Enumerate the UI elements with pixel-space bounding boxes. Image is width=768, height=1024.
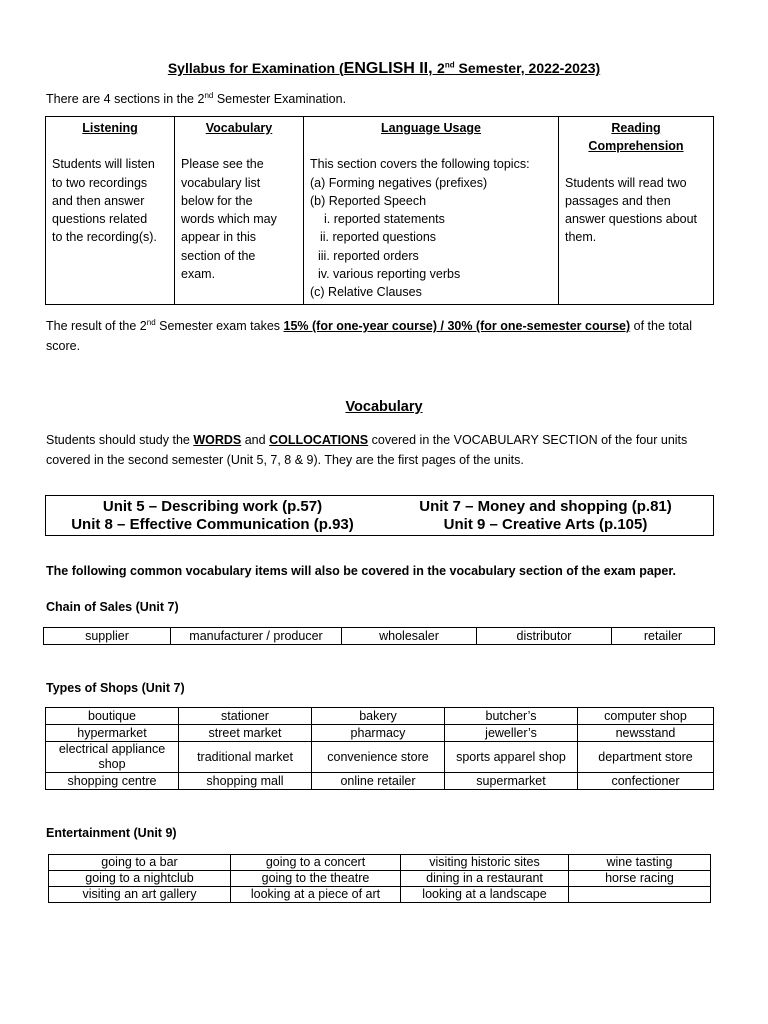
- chain-of-sales-item: distributor: [477, 628, 612, 645]
- shop-type-cell: street market: [179, 725, 312, 742]
- title-prefix: Syllabus for Examination (: [167, 60, 344, 76]
- entertainment-cell: going to a nightclub: [49, 871, 231, 887]
- sections-language-usage-line: This section covers the following topics:: [310, 157, 530, 172]
- entertainment-cell: looking at a landscape: [401, 887, 569, 903]
- sections-listening-line: and then answer: [52, 193, 145, 208]
- intro-part1: There are 4 sections in the 2: [46, 92, 205, 106]
- entertainment-row: [49, 887, 711, 903]
- shop-type-cell: jeweller’s: [445, 725, 578, 742]
- result-sup: nd: [146, 317, 156, 327]
- types-of-shops-heading: Types of Shops (Unit 7): [46, 681, 185, 695]
- sections-language-usage-line: (a) Forming negatives (prefixes): [310, 175, 488, 190]
- shop-type-cell: butcher’s: [445, 708, 578, 725]
- shop-type-cell: hypermarket: [46, 725, 179, 742]
- intro-sup: nd: [204, 90, 214, 100]
- sections-listening-line: questions related: [52, 212, 148, 227]
- language-usage-cell: [304, 117, 559, 305]
- study-part1: Students should study the: [46, 433, 194, 447]
- shop-type-cell: department store: [578, 742, 714, 773]
- title-semester-number: 2: [437, 60, 445, 76]
- shop-type-cell: convenience store: [312, 742, 445, 773]
- study-instructions: [46, 430, 726, 470]
- shop-type-row: [46, 708, 714, 725]
- unit-7: Unit 7 – Money and shopping (p.81): [419, 498, 672, 515]
- shop-type-cell: boutique: [46, 708, 179, 725]
- shop-type-cell: stationer: [179, 708, 312, 725]
- result-part2: Semester exam takes: [155, 319, 284, 333]
- listening-cell: [46, 117, 175, 305]
- sections-vocabulary-line: exam.: [181, 267, 216, 282]
- chain-of-sales-item: manufacturer / producer: [171, 628, 342, 645]
- unit-8: Unit 8 – Effective Communication (p.93): [71, 516, 354, 533]
- result-line2: score.: [46, 339, 81, 353]
- sections-language-usage-line: i. reported statements: [324, 212, 445, 227]
- study-part2: covered in the VOCABULARY SECTION of the four units: [368, 433, 688, 447]
- language-usage-heading: Language Usage: [380, 121, 482, 135]
- language-usage-text: [310, 155, 552, 301]
- reading-cell: [559, 117, 714, 305]
- entertainment-row: [49, 855, 711, 871]
- shop-type-cell: sports apparel shop: [445, 742, 578, 773]
- sections-reading-line: answer questions about: [565, 212, 698, 227]
- units-box: [45, 495, 714, 536]
- vocabulary-section-heading: Vocabulary: [345, 399, 423, 415]
- sections-language-usage-line: (c) Relative Clauses: [310, 285, 422, 300]
- shop-type-row: [46, 742, 714, 773]
- shop-type-cell: newsstand: [578, 725, 714, 742]
- sections-language-usage-line: ii. reported questions: [320, 230, 437, 245]
- sections-reading-line: passages and then: [565, 193, 671, 208]
- entertainment-cell: going to a concert: [231, 855, 401, 871]
- sections-reading-line: them.: [565, 230, 597, 245]
- reading-heading-2: Comprehension: [588, 139, 684, 154]
- shop-type-cell: confectioner: [578, 773, 714, 790]
- sections-vocabulary-line: words which may: [181, 212, 277, 227]
- chain-of-sales-item: retailer: [612, 628, 715, 645]
- shop-type-cell: supermarket: [445, 773, 578, 790]
- shop-type-row: [46, 725, 714, 742]
- chain-of-sales-item: supplier: [44, 628, 171, 645]
- shop-type-cell: electrical appliance shop: [46, 742, 179, 773]
- shop-type-row: [46, 773, 714, 790]
- shop-type-cell: computer shop: [578, 708, 714, 725]
- result-percentage: 15% (for one-year course) / 30% (for one-semester course): [283, 319, 631, 333]
- sections-language-usage-line: iii. reported orders: [318, 248, 419, 263]
- entertainment-table: [48, 854, 711, 903]
- entertainment-cell: [569, 887, 711, 903]
- entertainment-cell: going to a bar: [49, 855, 231, 871]
- reading-heading-1: Reading: [611, 121, 661, 135]
- page-title: [0, 60, 768, 78]
- sections-vocabulary-line: vocabulary list: [181, 175, 261, 190]
- unit-5: Unit 5 – Describing work (p.57): [102, 498, 323, 515]
- study-words: WORDS: [193, 433, 242, 447]
- sections-language-usage-line: iv. various reporting verbs: [318, 267, 461, 282]
- title-course: ENGLISH II,: [343, 60, 438, 77]
- sections-language-usage-line: (b) Reported Speech: [310, 193, 427, 208]
- chain-of-sales-table: [43, 627, 715, 645]
- shop-type-cell: shopping mall: [179, 773, 312, 790]
- types-of-shops-table: [45, 707, 714, 790]
- sections-listening-line: to two recordings: [52, 175, 148, 190]
- reading-text: [565, 174, 707, 247]
- vocabulary-text: [181, 155, 297, 283]
- shop-type-cell: bakery: [312, 708, 445, 725]
- entertainment-cell: horse racing: [569, 871, 711, 887]
- listening-text: [52, 155, 168, 246]
- title-semester-suffix: nd: [444, 60, 455, 70]
- result-part1: The result of the 2: [46, 319, 147, 333]
- study-line2: covered in the second semester (Unit 5, 7, 8 & 9). They are the first pages of the units.: [46, 453, 524, 467]
- sections-listening-line: Students will listen: [52, 157, 155, 172]
- entertainment-cell: wine tasting: [569, 855, 711, 871]
- shop-type-cell: shopping centre: [46, 773, 179, 790]
- entertainment-heading: Entertainment (Unit 9): [46, 826, 177, 840]
- sections-vocabulary-line: appear in this: [181, 230, 257, 245]
- sections-vocabulary-line: section of the: [181, 248, 256, 263]
- sections-vocabulary-line: Please see the: [181, 157, 264, 172]
- sections-vocabulary-line: below for the: [181, 193, 253, 208]
- study-collocations: COLLOCATIONS: [269, 433, 369, 447]
- entertainment-cell: going to the theatre: [231, 871, 401, 887]
- title-semester-rest: Semester, 2022-2023): [454, 60, 601, 76]
- vocabulary-heading: Vocabulary: [205, 121, 273, 135]
- common-items-note: The following common vocabulary items will also be covered in the vocabulary section of the exam paper.: [46, 564, 677, 578]
- shop-type-cell: pharmacy: [312, 725, 445, 742]
- shop-type-cell: online retailer: [312, 773, 445, 790]
- chain-of-sales-item: wholesaler: [342, 628, 477, 645]
- vocabulary-cell: [175, 117, 304, 305]
- sections-table: [45, 116, 714, 305]
- entertainment-cell: looking at a piece of art: [231, 887, 401, 903]
- sections-listening-line: to the recording(s).: [52, 230, 157, 245]
- result-part3: of the total: [630, 319, 693, 333]
- entertainment-cell: dining in a restaurant: [401, 871, 569, 887]
- entertainment-cell: visiting an art gallery: [49, 887, 231, 903]
- sections-reading-line: Students will read two: [565, 175, 687, 190]
- shop-type-cell: traditional market: [179, 742, 312, 773]
- result-text: [46, 316, 726, 356]
- listening-heading: Listening: [82, 121, 138, 135]
- intro-part2: Semester Examination.: [213, 92, 347, 106]
- study-and: and: [241, 433, 270, 447]
- entertainment-cell: visiting historic sites: [401, 855, 569, 871]
- intro-text: [46, 89, 726, 109]
- unit-9: Unit 9 – Creative Arts (p.105): [443, 516, 648, 533]
- chain-of-sales-heading: Chain of Sales (Unit 7): [46, 600, 179, 614]
- entertainment-row: [49, 871, 711, 887]
